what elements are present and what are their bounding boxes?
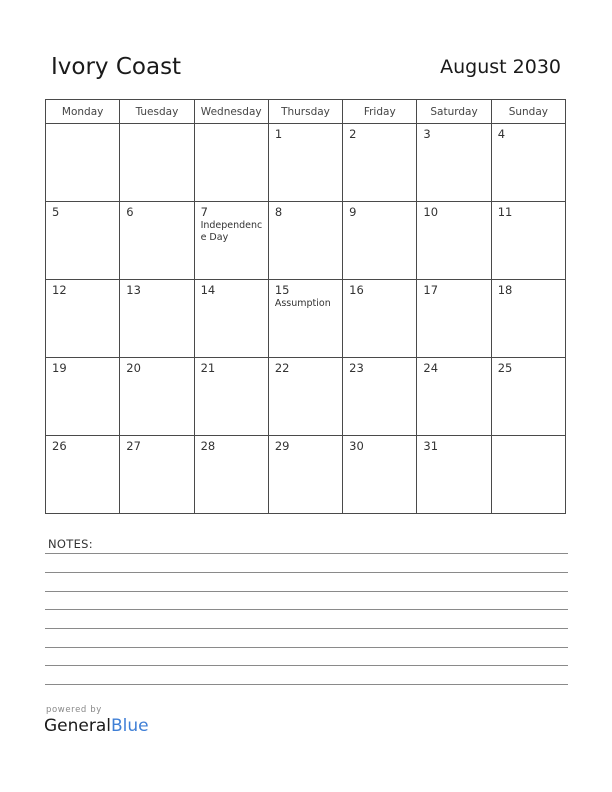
day-cell (194, 358, 268, 436)
day-number: 16 (349, 283, 364, 297)
brand-general-text: General (44, 716, 111, 736)
day-cell (343, 358, 417, 436)
day-cell (343, 436, 417, 514)
day-cell (194, 280, 268, 358)
day-cell (46, 436, 120, 514)
day-cell (491, 202, 565, 280)
calendar-grid (45, 99, 566, 514)
day-cell (120, 358, 194, 436)
day-number: 22 (274, 361, 290, 375)
day-number: 12 (52, 283, 67, 297)
day-cell (120, 280, 194, 358)
week-row (46, 202, 566, 280)
day-number: 2 (349, 127, 357, 141)
weekday-header: Thursday (268, 100, 342, 124)
week-row (46, 358, 566, 436)
day-number: 28 (200, 439, 216, 453)
day-number: 7 (200, 205, 208, 219)
day-number: 21 (200, 361, 216, 375)
day-number: 6 (126, 205, 134, 219)
day-number: 25 (497, 361, 513, 375)
weekday-header: Wednesday (194, 100, 268, 124)
day-cell (491, 280, 565, 358)
day-number: 10 (423, 205, 439, 219)
week-row (46, 124, 566, 202)
notes-label: NOTES: (48, 537, 93, 551)
week-row (46, 436, 566, 514)
weekday-header: Saturday (417, 100, 491, 124)
day-number: 30 (349, 439, 364, 453)
note-line (45, 591, 568, 592)
note-line (45, 609, 568, 610)
day-number: 11 (497, 205, 513, 219)
day-number: 4 (497, 127, 506, 141)
day-cell (417, 124, 491, 202)
day-cell (46, 202, 120, 280)
note-line (45, 628, 568, 629)
day-number: 18 (497, 283, 513, 297)
day-cell (194, 124, 268, 202)
day-number: 13 (126, 283, 141, 297)
day-cell (268, 124, 342, 202)
month-year-title: August 2030 (440, 56, 561, 78)
day-cell (417, 280, 491, 358)
powered-by-label: powered by (46, 705, 102, 715)
day-cell (491, 124, 565, 202)
day-number: 17 (423, 283, 439, 297)
weekday-header-row (46, 100, 566, 124)
day-number: 26 (52, 439, 67, 453)
day-cell (194, 202, 268, 280)
note-line (45, 647, 568, 648)
day-number: 29 (274, 439, 290, 453)
day-number: 9 (349, 205, 357, 219)
day-cell (491, 436, 565, 514)
day-number: 14 (200, 283, 216, 297)
day-number: 1 (274, 127, 283, 141)
day-number: 5 (52, 205, 60, 219)
day-number: 31 (423, 439, 439, 453)
generalblue-logo[interactable] (44, 716, 149, 736)
day-cell (268, 358, 342, 436)
weekday-header: Monday (46, 100, 120, 124)
weekday-header: Friday (343, 100, 417, 124)
weekday-header: Tuesday (120, 100, 194, 124)
note-line (45, 553, 568, 554)
day-cell (343, 280, 417, 358)
day-cell (120, 436, 194, 514)
day-number: 8 (274, 205, 283, 219)
day-cell (343, 124, 417, 202)
day-cell (46, 124, 120, 202)
day-number: 19 (52, 361, 67, 375)
note-line (45, 572, 568, 573)
brand-blue-text: Blue (111, 716, 149, 736)
day-number: 23 (349, 361, 364, 375)
note-line (45, 684, 568, 685)
day-cell (417, 436, 491, 514)
day-cell (194, 436, 268, 514)
day-cell (417, 358, 491, 436)
week-row (46, 280, 566, 358)
day-number: 20 (126, 361, 141, 375)
weekday-header: Sunday (491, 100, 565, 124)
note-line (45, 665, 568, 666)
day-cell (46, 280, 120, 358)
holiday-label: Independence Day (200, 220, 263, 243)
day-cell (120, 124, 194, 202)
day-cell (417, 202, 491, 280)
day-cell (46, 358, 120, 436)
day-number: 3 (423, 127, 431, 141)
day-cell (268, 436, 342, 514)
day-cell (491, 358, 565, 436)
day-number: 24 (423, 361, 439, 375)
day-cell (120, 202, 194, 280)
day-cell (268, 202, 342, 280)
day-cell (343, 202, 417, 280)
country-title: Ivory Coast (51, 54, 182, 80)
day-number: 15 (274, 283, 290, 297)
day-cell (268, 280, 342, 358)
holiday-label: Assumption (274, 298, 331, 309)
day-number: 27 (126, 439, 141, 453)
